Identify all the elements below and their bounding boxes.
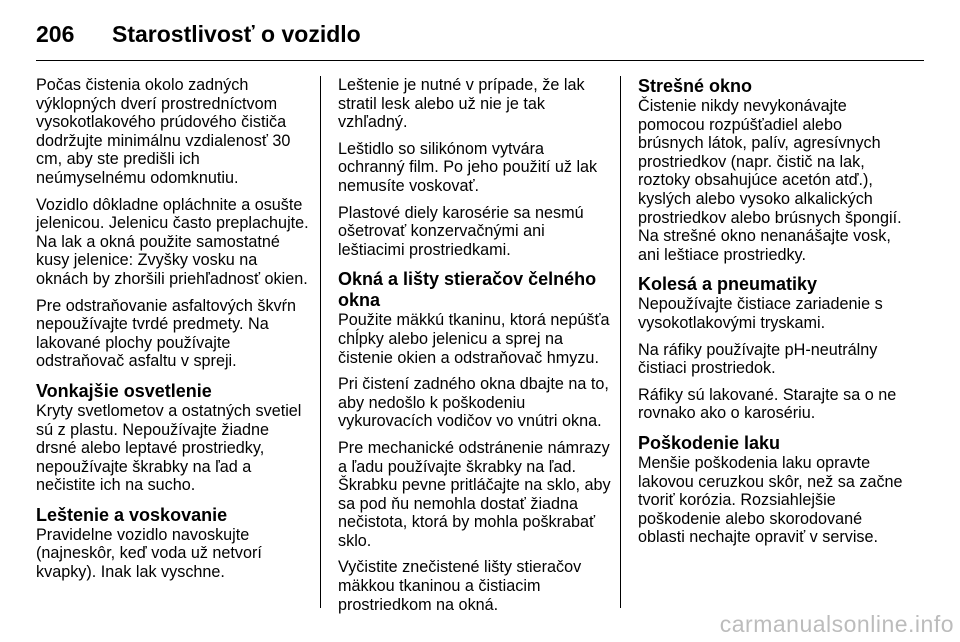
paragraph-ph-neutral: Na ráfiky používajte pH-neutrálny čistiaci prostriedok. bbox=[638, 340, 878, 378]
column-1 bbox=[36, 76, 310, 590]
paragraph-sunroof: Čistenie nikdy nevykonávajte pomocou rozpúšťadiel alebo brúsnych látok, palív, agresívnych prostriedkov (napr. čistič na lak, roztoky obsahujúce acetón atď.), kyslých alebo vysoko alkalických prostriedkov alebo brúsnych špongií. Na strešné okno nenanášajte vosk, ani leštiace prostriedky. bbox=[638, 97, 902, 264]
paragraph-silicone-polish: Leštidlo so silikónom vytvára ochranný film. Po jeho použití už lak nemusíte voskovať. bbox=[338, 139, 598, 195]
paragraph-pressure-washer: Počas čistenia okolo zadných výklopných dverí prostredníctvom vysokotlakového prúdového čističa dodržujte minimálnu vzdialenosť 30 cm, aby ste predišli ich neúmyselnému odomknutiu. bbox=[36, 76, 291, 187]
paragraph-polishing-needed: Leštenie je nutné v prípade, že lak stratil lesk alebo už nie je tak vzhľadný. bbox=[338, 76, 585, 132]
heading-windows-wipers: Okná a lišty stieračov čelného okna bbox=[338, 269, 597, 311]
page-header bbox=[36, 14, 924, 54]
heading-paint-damage: Poškodenie laku bbox=[638, 432, 781, 453]
paragraph-waxing: Pravidelne vozidlo navoskujte (najneskôr, keď voda už netvorí kvapky). Inak lak vyschne. bbox=[36, 525, 262, 582]
paragraph-painted-rims: Ráfiky sú lakované. Starajte sa o ne rovnako ako o karosériu. bbox=[638, 385, 897, 423]
heading-sunroof: Strešné okno bbox=[638, 76, 753, 96]
paragraph-paint-damage: Menšie poškodenia laku opravte lakovou ceruzkou skôr, než sa začne tvoriť korózia. Rozsiahlejšie poškodenie alebo skorodované oblasti nechajte opraviť v servise. bbox=[638, 453, 903, 547]
paragraph-exterior-lights: Kryty svetlometov a ostatných svetiel sú z plastu. Nepoužívajte žiadne drsné alebo leptavé prostriedky, nepoužívajte škrabky na ľad a nečistite ich na sucho. bbox=[36, 401, 302, 495]
column-3 bbox=[638, 76, 912, 555]
column-divider-1 bbox=[320, 76, 321, 608]
column-2 bbox=[338, 76, 612, 622]
heading-polishing-waxing: Leštenie a voskovanie bbox=[36, 504, 228, 525]
heading-wheels-tyres: Kolesá a pneumatiky bbox=[638, 274, 818, 295]
paragraph-soft-cloth: Použite mäkkú tkaninu, ktorá nepúšťa chĺpky alebo jelenicu a sprej na čistenie okien a odstraňovač hmyzu. bbox=[338, 311, 610, 367]
paragraph-tar-removal: Pre odstraňovanie asfaltových škvŕn nepoužívajte tvrdé predmety. Na lakované plochy používajte odstraňovač asfaltu v spreji. bbox=[36, 296, 297, 371]
column-divider-2 bbox=[620, 76, 621, 608]
paragraph-rinse-dry: Vozidlo dôkladne opláchnite a osušte jelenicou. Jelenicu často preplachujte. Na lak a okná použite samostatné kusy jelenice: Zvyšky vosku na oknách by zhoršili priehľadnosť okien. bbox=[36, 195, 309, 288]
paragraph-ice-scraper: Pre mechanické odstránenie námrazy a ľadu používajte škrabky na ľad. Škrabku pevne pritláčajte na sklo, aby sa pod ňu nemohla dostať žiadna nečistota, ktorá by mohla poškrabať sklo. bbox=[338, 438, 611, 550]
heading-exterior-lights: Vonkajšie osvetlenie bbox=[36, 380, 212, 401]
header-rule bbox=[36, 60, 924, 61]
paragraph-wiper-blades: Vyčistite znečistené lišty stieračov mäkkou tkaninou a čistiacim prostriedkom na okná. bbox=[338, 558, 582, 614]
watermark: carmanualsonline.info bbox=[719, 611, 954, 637]
page-number: 206 bbox=[36, 20, 75, 47]
paragraph-plastic-parts: Plastové diely karosérie sa nesmú ošetrovať konzervačnými ani leštiacimi prostriedkami. bbox=[338, 203, 584, 259]
paragraph-high-pressure: Nepoužívajte čistiace zariadenie s vysokotlakovými tryskami. bbox=[638, 295, 883, 332]
page-title: Starostlivosť o vozidlo bbox=[112, 20, 361, 47]
paragraph-rear-window: Pri čistení zadného okna dbajte na to, aby nedošlo k poškodeniu vykurovacích vodičov vo vnútri okna. bbox=[338, 375, 609, 431]
